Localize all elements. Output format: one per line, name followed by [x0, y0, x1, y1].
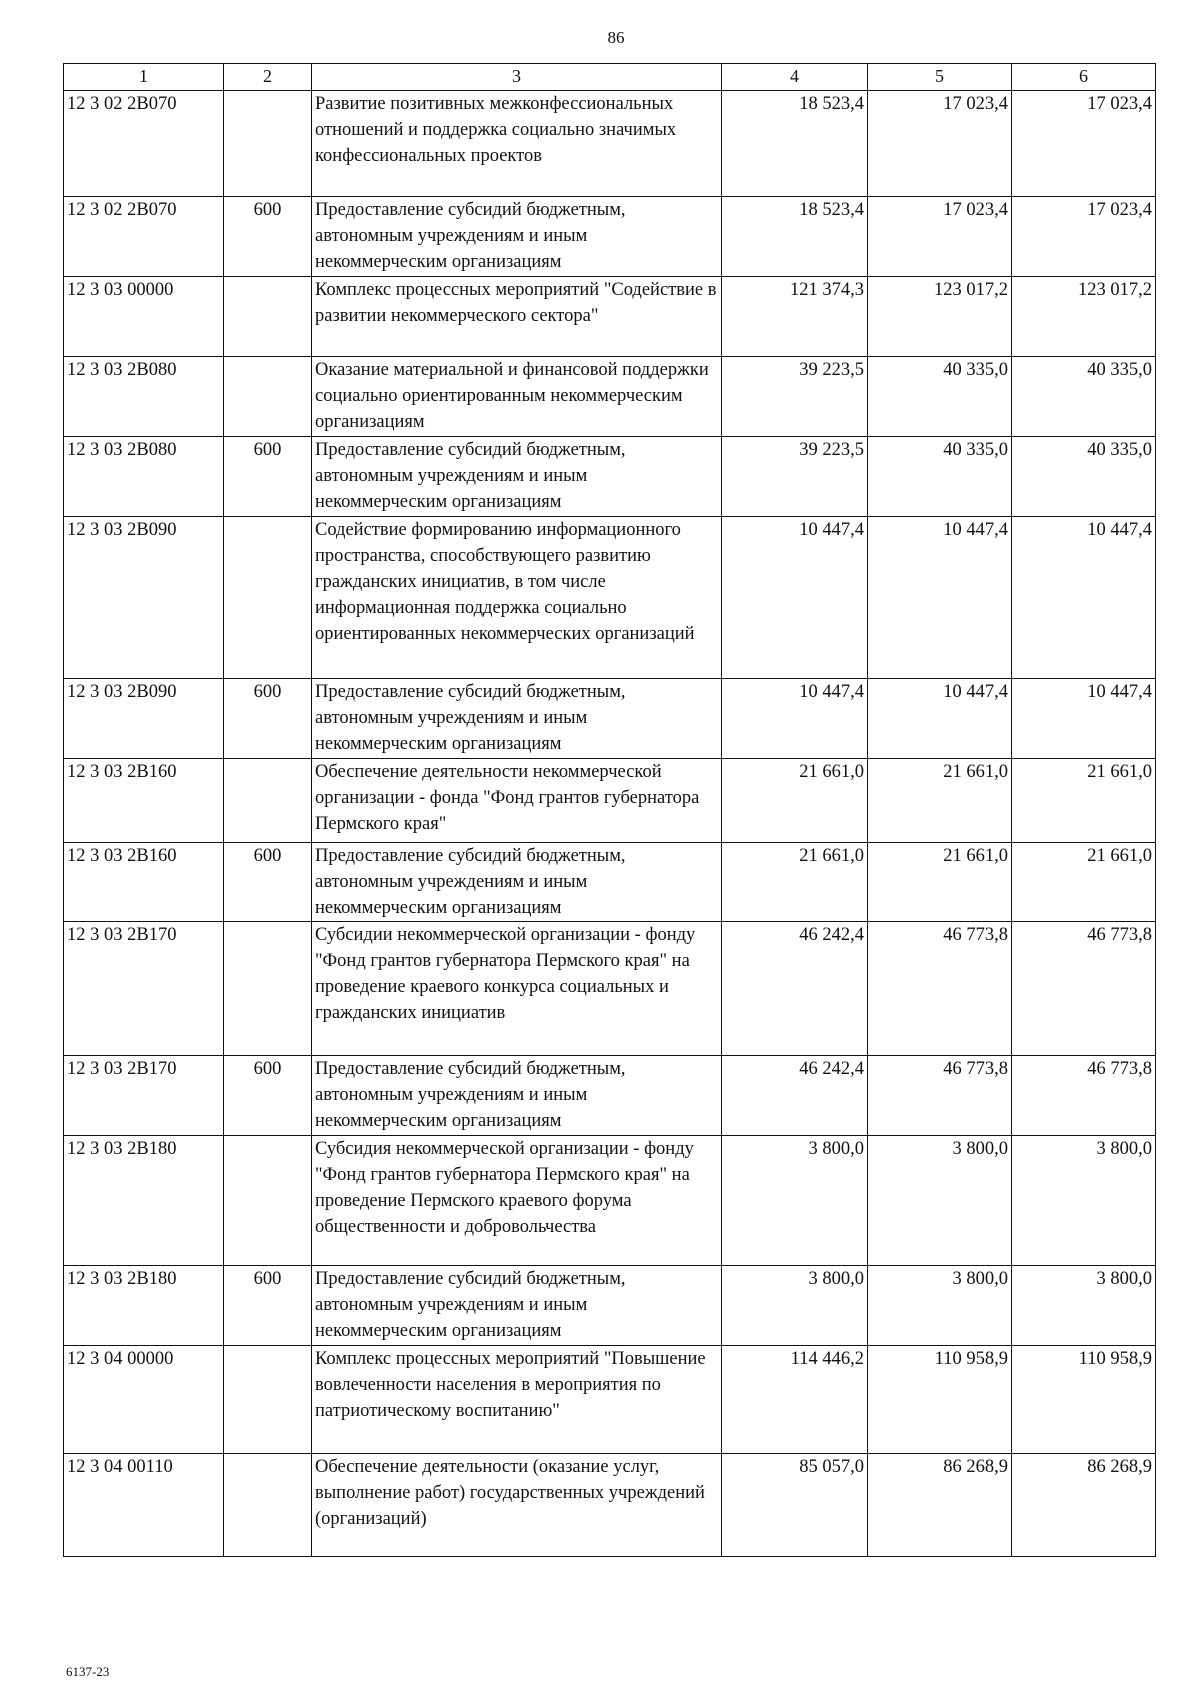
row-code: 12 3 03 2В170: [64, 922, 224, 1056]
row-value-4: 10 447,4: [722, 679, 868, 759]
row-value-5: 17 023,4: [868, 197, 1012, 277]
row-value-4: 39 223,5: [722, 437, 868, 517]
row-name: Предоставление субсидий бюджетным, автономным учреждениям и иным некоммерческим организациям: [312, 437, 722, 517]
row-value-5: 110 958,9: [868, 1346, 1012, 1454]
row-expense-type: [224, 1136, 312, 1266]
row-expense-type: [224, 1454, 312, 1557]
row-value-4: 85 057,0: [722, 1454, 868, 1557]
row-name: Развитие позитивных межконфессиональных отношений и поддержка социально значимых конфессиональных проектов: [312, 91, 722, 197]
row-expense-type: 600: [224, 679, 312, 759]
table-row: [64, 1056, 1156, 1136]
document-code: 6137-23: [66, 1664, 110, 1679]
table-row: [64, 843, 1156, 922]
row-expense-type: [224, 91, 312, 197]
row-code: 12 3 03 2В160: [64, 759, 224, 843]
row-expense-type: [224, 517, 312, 679]
table-row: [64, 1346, 1156, 1454]
column-header-2: 2: [224, 64, 312, 91]
table-row: [64, 679, 1156, 759]
row-value-5: 10 447,4: [868, 679, 1012, 759]
row-name: Предоставление субсидий бюджетным, автономным учреждениям и иным некоммерческим организациям: [312, 197, 722, 277]
page-number: 86: [607, 28, 625, 47]
row-value-6: 3 800,0: [1012, 1266, 1156, 1346]
row-value-4: 18 523,4: [722, 197, 868, 277]
row-code: 12 3 04 00110: [64, 1454, 224, 1557]
row-value-4: 46 242,4: [722, 922, 868, 1056]
row-value-4: 46 242,4: [722, 1056, 868, 1136]
row-code: 12 3 04 00000: [64, 1346, 224, 1454]
row-value-5: 10 447,4: [868, 517, 1012, 679]
row-expense-type: [224, 759, 312, 843]
row-value-4: 21 661,0: [722, 759, 868, 843]
row-name: Комплекс процессных мероприятий "Повышение вовлеченности населения в мероприятия по патриотическому воспитанию": [312, 1346, 722, 1454]
table-row: [64, 1136, 1156, 1266]
row-name: Обеспечение деятельности некоммерческой организации - фонда "Фонд грантов губернатора Пермского края": [312, 759, 722, 843]
row-value-6: 21 661,0: [1012, 843, 1156, 922]
row-name: Оказание материальной и финансовой поддержки социально ориентированным некоммерческим организациям: [312, 357, 722, 437]
row-value-4: 39 223,5: [722, 357, 868, 437]
row-code: 12 3 02 2В070: [64, 91, 224, 197]
row-value-6: 46 773,8: [1012, 922, 1156, 1056]
row-value-5: 123 017,2: [868, 277, 1012, 357]
row-value-4: 21 661,0: [722, 843, 868, 922]
row-code: 12 3 03 2В160: [64, 843, 224, 922]
table-row: [64, 1454, 1156, 1557]
row-code: 12 3 03 00000: [64, 277, 224, 357]
row-value-5: 40 335,0: [868, 437, 1012, 517]
row-name: Субсидии некоммерческой организации - фонду "Фонд грантов губернатора Пермского края" на проведение краевого конкурса социальных и гражданских инициатив: [312, 922, 722, 1056]
row-value-5: 46 773,8: [868, 1056, 1012, 1136]
row-expense-type: [224, 1346, 312, 1454]
table-row: [64, 197, 1156, 277]
row-value-5: 86 268,9: [868, 1454, 1012, 1557]
row-name: Содействие формированию информационного пространства, способствующего развитию гражданских инициатив, в том числе информационная поддержка социально ориентированных некоммерческих организаций: [312, 517, 722, 679]
row-value-4: 3 800,0: [722, 1266, 868, 1346]
column-header-1: 1: [64, 64, 224, 91]
row-value-6: 3 800,0: [1012, 1136, 1156, 1266]
column-header-3: 3: [312, 64, 722, 91]
row-value-6: 21 661,0: [1012, 759, 1156, 843]
row-expense-type: 600: [224, 843, 312, 922]
table-row: [64, 922, 1156, 1056]
row-value-6: 40 335,0: [1012, 357, 1156, 437]
table-row: [64, 91, 1156, 197]
row-code: 12 3 03 2В170: [64, 1056, 224, 1136]
row-value-4: 18 523,4: [722, 91, 868, 197]
column-header-4: 4: [722, 64, 868, 91]
row-name: Предоставление субсидий бюджетным, автономным учреждениям и иным некоммерческим организациям: [312, 1266, 722, 1346]
row-expense-type: 600: [224, 1266, 312, 1346]
table-row: [64, 517, 1156, 679]
row-value-4: 3 800,0: [722, 1136, 868, 1266]
row-code: 12 3 03 2В080: [64, 357, 224, 437]
row-name: Комплекс процессных мероприятий "Содействие в развитии некоммерческого сектора": [312, 277, 722, 357]
row-code: 12 3 03 2В180: [64, 1136, 224, 1266]
row-code: 12 3 02 2В070: [64, 197, 224, 277]
row-value-6: 46 773,8: [1012, 1056, 1156, 1136]
row-value-4: 121 374,3: [722, 277, 868, 357]
row-code: 12 3 03 2В080: [64, 437, 224, 517]
row-value-4: 114 446,2: [722, 1346, 868, 1454]
table-row: [64, 759, 1156, 843]
row-value-6: 110 958,9: [1012, 1346, 1156, 1454]
row-code: 12 3 03 2В090: [64, 517, 224, 679]
row-name: Предоставление субсидий бюджетным, автономным учреждениям и иным некоммерческим организациям: [312, 1056, 722, 1136]
row-value-4: 10 447,4: [722, 517, 868, 679]
table-row: [64, 437, 1156, 517]
row-code: 12 3 03 2В090: [64, 679, 224, 759]
row-name: Субсидия некоммерческой организации - фонду "Фонд грантов губернатора Пермского края" на проведение Пермского краевого форума общественности и добровольчества: [312, 1136, 722, 1266]
row-value-5: 17 023,4: [868, 91, 1012, 197]
row-value-6: 17 023,4: [1012, 91, 1156, 197]
row-expense-type: [224, 922, 312, 1056]
row-value-5: 46 773,8: [868, 922, 1012, 1056]
row-value-6: 10 447,4: [1012, 517, 1156, 679]
row-value-6: 40 335,0: [1012, 437, 1156, 517]
row-value-5: 3 800,0: [868, 1136, 1012, 1266]
row-name: Предоставление субсидий бюджетным, автономным учреждениям и иным некоммерческим организациям: [312, 843, 722, 922]
table-header-row: [64, 64, 1156, 91]
column-header-5: 5: [868, 64, 1012, 91]
table-row: [64, 277, 1156, 357]
budget-table: [63, 63, 1156, 1557]
row-expense-type: 600: [224, 197, 312, 277]
row-value-6: 86 268,9: [1012, 1454, 1156, 1557]
row-value-6: 10 447,4: [1012, 679, 1156, 759]
row-value-5: 21 661,0: [868, 759, 1012, 843]
row-value-6: 17 023,4: [1012, 197, 1156, 277]
table-row: [64, 1266, 1156, 1346]
table-row: [64, 357, 1156, 437]
column-header-6: 6: [1012, 64, 1156, 91]
row-name: Предоставление субсидий бюджетным, автономным учреждениям и иным некоммерческим организациям: [312, 679, 722, 759]
row-expense-type: [224, 357, 312, 437]
row-expense-type: 600: [224, 1056, 312, 1136]
row-value-5: 40 335,0: [868, 357, 1012, 437]
row-name: Обеспечение деятельности (оказание услуг, выполнение работ) государственных учреждений (организаций): [312, 1454, 722, 1557]
row-value-5: 21 661,0: [868, 843, 1012, 922]
row-expense-type: [224, 277, 312, 357]
row-code: 12 3 03 2В180: [64, 1266, 224, 1346]
row-expense-type: 600: [224, 437, 312, 517]
row-value-5: 3 800,0: [868, 1266, 1012, 1346]
row-value-6: 123 017,2: [1012, 277, 1156, 357]
